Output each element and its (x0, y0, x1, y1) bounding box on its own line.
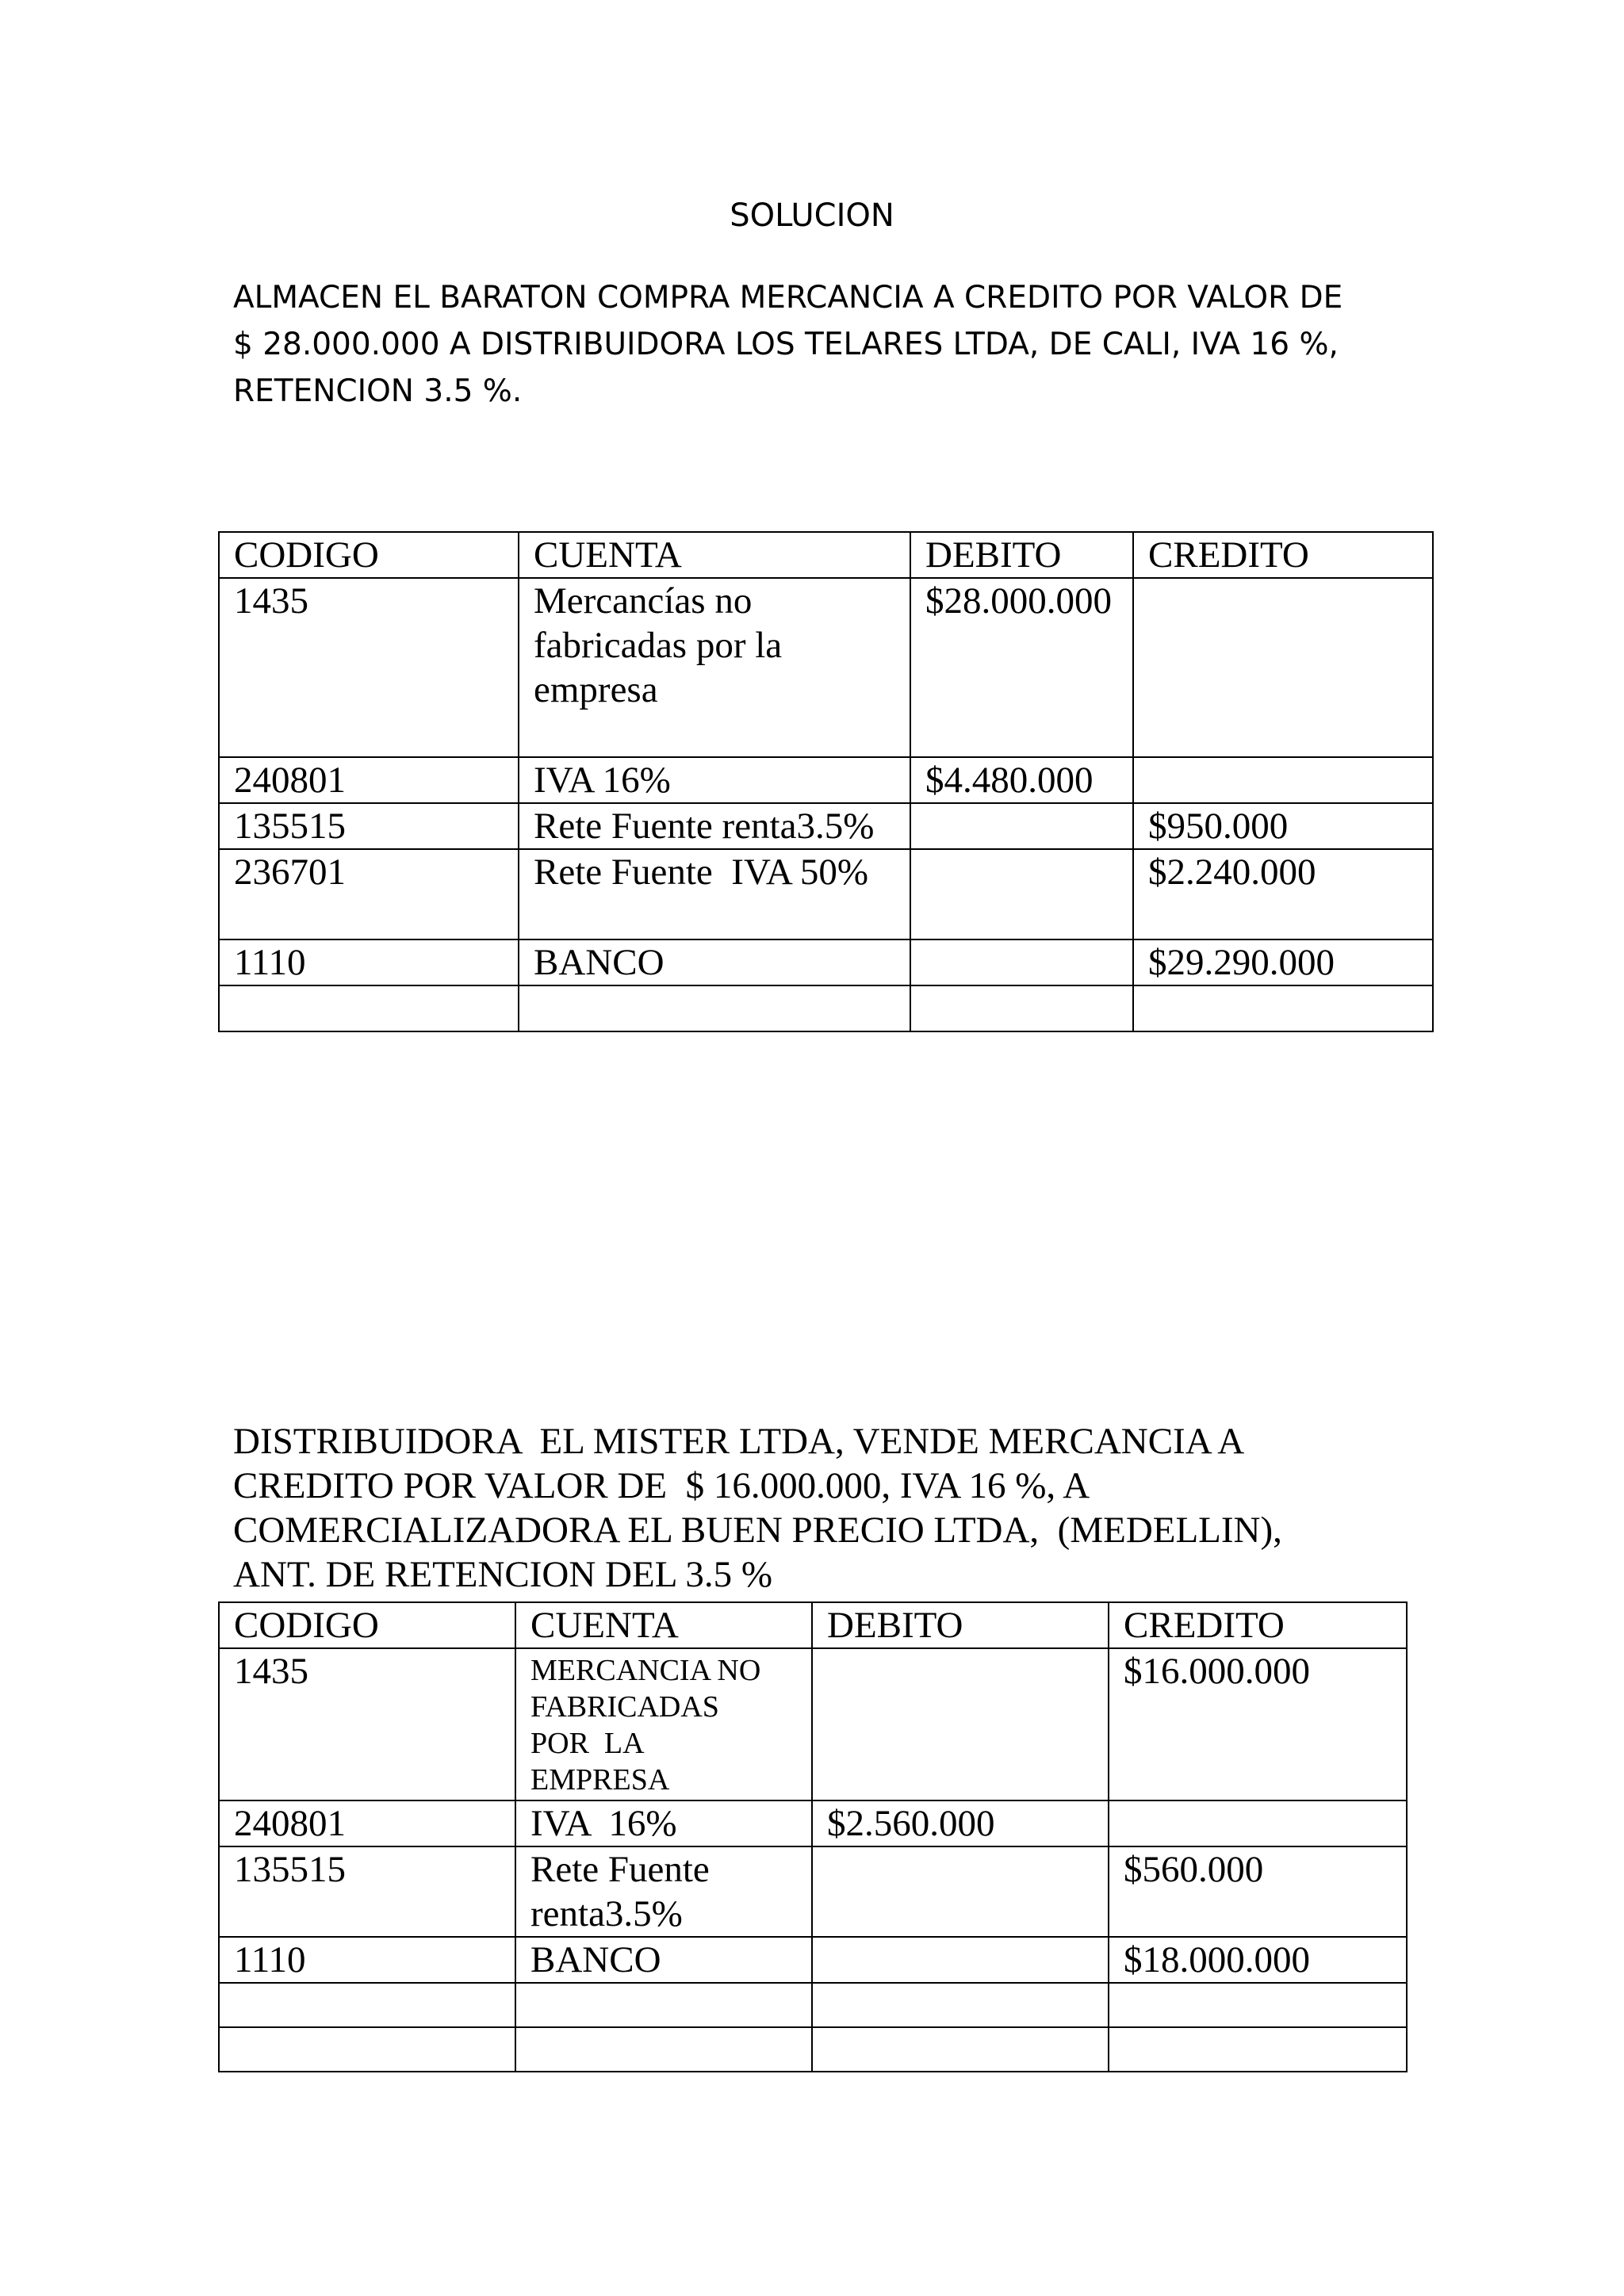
table-row-empty (219, 1983, 1407, 2027)
exercise2-statement-line: ANT. DE RETENCION DEL 3.5 % (233, 1554, 773, 1595)
cell-cuenta: Rete Fuente IVA 50% (519, 849, 910, 939)
cell-codigo: 135515 (219, 1846, 515, 1937)
cuenta-line: Rete Fuente (530, 1849, 710, 1890)
cell-debito (812, 1846, 1109, 1937)
cell-cuenta (515, 2027, 812, 2072)
cell-codigo: 1110 (219, 939, 519, 985)
table-row (219, 1800, 1407, 1846)
cell-cuenta: IVA 16% (515, 1800, 812, 1846)
table-row (219, 1648, 1407, 1800)
cell-debito (910, 939, 1133, 985)
header-cuenta: CUENTA (515, 1602, 812, 1648)
cell-codigo: 240801 (219, 757, 519, 803)
header-debito: DEBITO (910, 532, 1133, 578)
exercise2-statement (233, 1419, 1423, 1597)
cuenta-line: EMPRESA (530, 1763, 670, 1797)
table-row (219, 849, 1433, 939)
cell-credito (1109, 1983, 1407, 2027)
cuenta-text (530, 1649, 811, 1798)
cell-cuenta (515, 1983, 812, 2027)
cuenta-line: FABRICADAS (530, 1690, 719, 1724)
cell-credito (1109, 2027, 1407, 2072)
exercise1-statement-line: RETENCION 3.5 %. (233, 373, 523, 409)
cell-debito (812, 1983, 1109, 2027)
cell-codigo: 1110 (219, 1937, 515, 1983)
cell-cuenta: BANCO (519, 939, 910, 985)
cell-debito: $2.560.000 (812, 1800, 1109, 1846)
cell-credito: $16.000.000 (1109, 1648, 1407, 1800)
exercise1-statement (233, 274, 1407, 415)
cell-codigo (219, 2027, 515, 2072)
cell-debito: $4.480.000 (910, 757, 1133, 803)
cell-debito (910, 985, 1133, 1031)
header-debito: DEBITO (812, 1602, 1109, 1648)
cell-debito (812, 1648, 1109, 1800)
table-row (219, 757, 1433, 803)
cell-debito (910, 849, 1133, 939)
cell-codigo: 1435 (219, 578, 519, 757)
table-header-row (219, 1602, 1407, 1648)
cell-debito: $28.000.000 (910, 578, 1133, 757)
exercise2-ledger-table (218, 1601, 1408, 2072)
table-row (219, 803, 1433, 849)
cell-codigo: 135515 (219, 803, 519, 849)
cuenta-line: POR LA (530, 1727, 645, 1760)
exercise1-ledger-table (218, 531, 1434, 1032)
cell-codigo: 1435 (219, 1648, 515, 1800)
cuenta-line: MERCANCIA NO (530, 1654, 761, 1687)
header-codigo: CODIGO (219, 532, 519, 578)
table-row (219, 578, 1433, 757)
cell-cuenta (519, 578, 910, 757)
table-row-empty (219, 2027, 1407, 2072)
cell-credito: $18.000.000 (1109, 1937, 1407, 1983)
exercise1-statement-line: ALMACEN EL BARATON COMPRA MERCANCIA A CREDITO POR VALOR DE (233, 280, 1343, 316)
cell-credito: $560.000 (1109, 1846, 1407, 1937)
cuenta-line: fabricadas por la (534, 625, 783, 666)
cell-debito (812, 1937, 1109, 1983)
header-credito: CREDITO (1133, 532, 1433, 578)
cell-credito (1133, 578, 1433, 757)
exercise2-statement-line: COMERCIALIZADORA EL BUEN PRECIO LTDA, (MEDELLIN), (233, 1510, 1282, 1551)
header-credito: CREDITO (1109, 1602, 1407, 1648)
cell-cuenta (515, 1846, 812, 1937)
cell-cuenta: BANCO (515, 1937, 812, 1983)
cell-cuenta (519, 985, 910, 1031)
cuenta-line: empresa (534, 669, 658, 710)
cell-credito: $2.240.000 (1133, 849, 1433, 939)
cell-codigo: 236701 (219, 849, 519, 939)
cell-debito (812, 2027, 1109, 2072)
table-header-row (219, 532, 1433, 578)
table-row (219, 1846, 1407, 1937)
cell-cuenta: Rete Fuente renta3.5% (519, 803, 910, 849)
cell-debito (910, 803, 1133, 849)
cell-cuenta: IVA 16% (519, 757, 910, 803)
cuenta-line: Mercancías no (534, 580, 753, 622)
cell-credito: $29.290.000 (1133, 939, 1433, 985)
table-row (219, 1937, 1407, 1983)
cell-credito (1109, 1800, 1407, 1846)
cell-cuenta (515, 1648, 812, 1800)
table-row (219, 939, 1433, 985)
cell-credito: $950.000 (1133, 803, 1433, 849)
cell-codigo (219, 1983, 515, 2027)
page-title: SOLUCION (730, 197, 894, 234)
cell-codigo (219, 985, 519, 1031)
cell-codigo: 240801 (219, 1800, 515, 1846)
cell-credito (1133, 757, 1433, 803)
exercise1-statement-line: $ 28.000.000 A DISTRIBUIDORA LOS TELARES LTDA, DE CALI, IVA 16 %, (233, 327, 1339, 362)
exercise2-statement-line: CREDITO POR VALOR DE $ 16.000.000, IVA 16 %, A (233, 1465, 1090, 1506)
cuenta-line: renta3.5% (530, 1893, 683, 1934)
exercise2-statement-line: DISTRIBUIDORA EL MISTER LTDA, VENDE MERCANCIA A (233, 1421, 1245, 1462)
header-codigo: CODIGO (219, 1602, 515, 1648)
table-row-empty (219, 985, 1433, 1031)
header-cuenta: CUENTA (519, 532, 910, 578)
cell-credito (1133, 985, 1433, 1031)
